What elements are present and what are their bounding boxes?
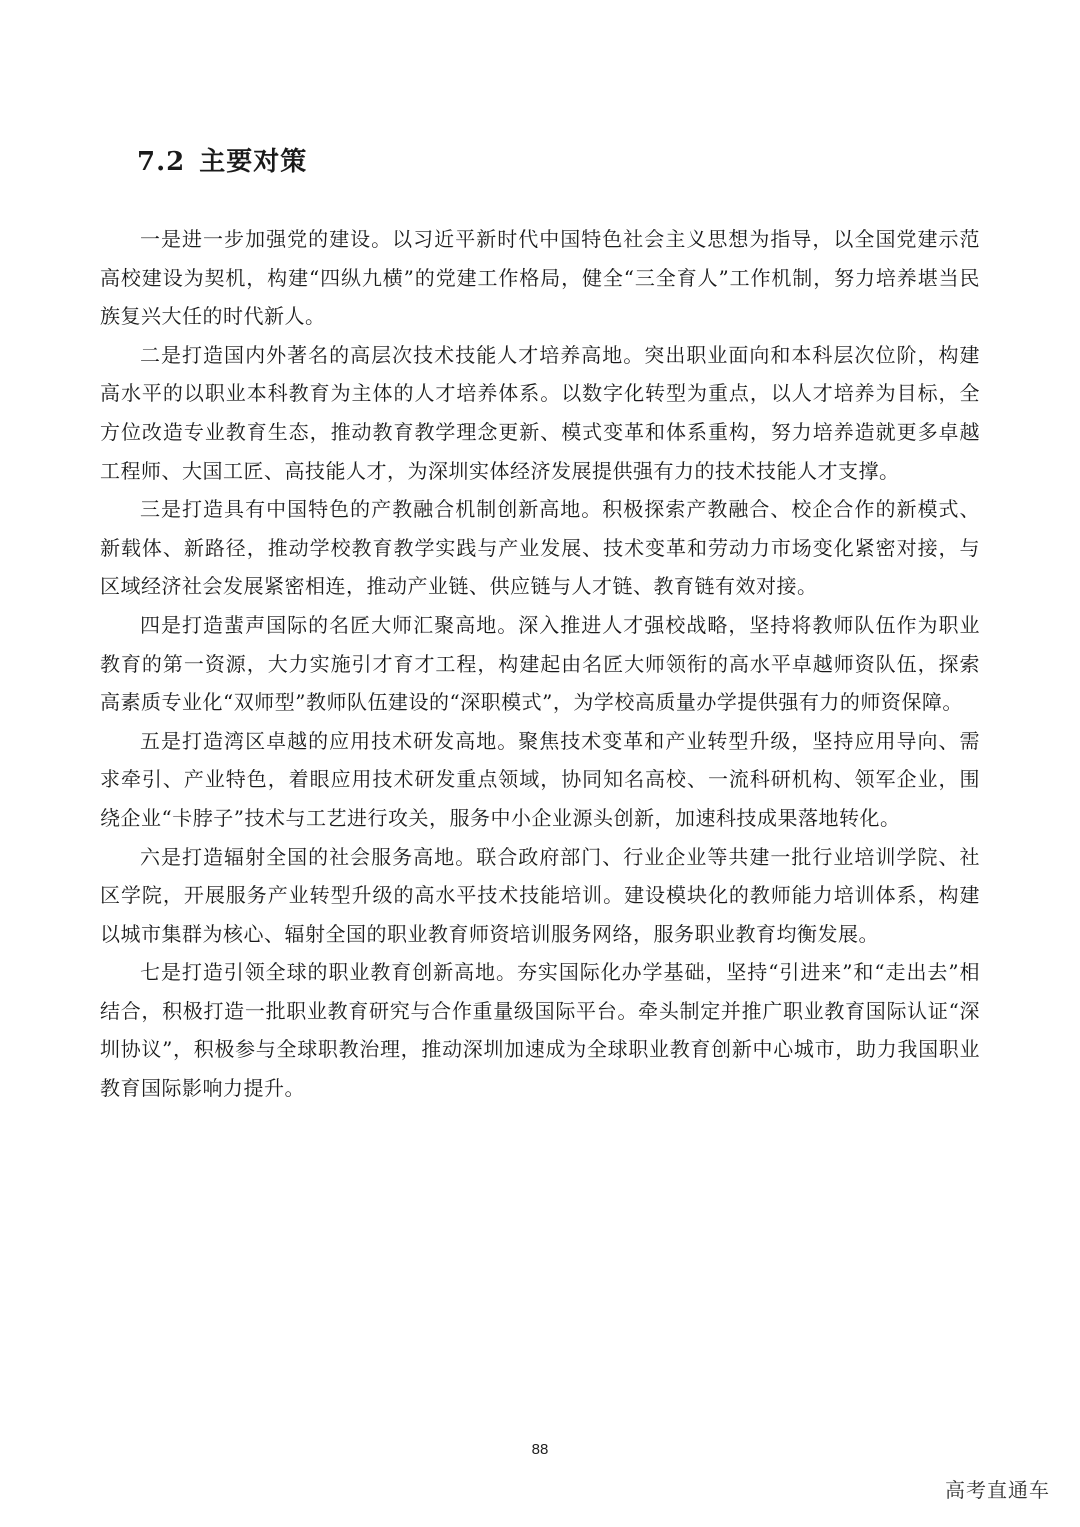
paragraph-2: 二是打造国内外著名的高层次技术技能人才培养高地。突出职业面向和本科层次位阶，构建高水平的以职业本科教育为主体的人才培养体系。以数字化转型为重点，以人才培养为目标，全方位改造专业教育生态，推动教育教学理念更新、模式变革和体系重构，努力培养造就更多卓越工程师、大国工匠、高技能人才，为深圳实体经济发展提供强有力的技术技能人才支撑。	[100, 342, 980, 483]
source-watermark: 高考直通车	[945, 1478, 1050, 1502]
paragraph-1: 一是进一步加强党的建设。以习近平新时代中国特色社会主义思想为指导，以全国党建示范高校建设为契机，构建“四纵九横”的党建工作格局，健全“三全育人”工作机制，努力培养堪当民族复兴大任的时代新人。	[100, 227, 980, 329]
section-number: 7.2	[137, 147, 186, 177]
paragraph-6: 六是打造辐射全国的社会服务高地。联合政府部门、行业企业等共建一批行业培训学院、社区学院，开展服务产业转型升级的高水平技术技能培训。建设模块化的教师能力培训体系，构建以城市集群为核心、辐射全国的职业教育师资培训服务网络，服务职业教育均衡发展。	[100, 844, 980, 946]
section-heading	[137, 140, 307, 184]
paragraph-3: 三是打造具有中国特色的产教融合机制创新高地。积极探索产教融合、校企合作的新模式、新载体、新路径，推动学校教育教学实践与产业发展、技术变革和劳动力市场变化紧密对接，与区域经济社会发展紧密相连，推动产业链、供应链与人才链、教育链有效对接。	[100, 497, 980, 599]
paragraph-7: 七是打造引领全球的职业教育创新高地。夯实国际化办学基础，坚持“引进来”和“走出去”相结合，积极打造一批职业教育研究与合作重量级国际平台。牵头制定并推广职业教育国际认证“深圳协议”，积极参与全球职教治理，推动深圳加速成为全球职业教育创新中心城市，助力我国职业教育国际影响力提升。	[100, 960, 980, 1101]
body-text	[100, 220, 980, 1108]
paragraph-4: 四是打造蜚声国际的名匠大师汇聚高地。深入推进人才强校战略，坚持将教师队伍作为职业教育的第一资源，大力实施引才育才工程，构建起由名匠大师领衔的高水平卓越师资队伍，探索高素质专业化“双师型”教师队伍建设的“深职模式”，为学校高质量办学提供强有力的师资保障。	[100, 612, 980, 715]
page-number: 88	[531, 1441, 549, 1458]
paragraph-5: 五是打造湾区卓越的应用技术研发高地。聚焦技术变革和产业转型升级，坚持应用导向、需求牵引、产业特色，着眼应用技术研发重点领域，协同知名高校、一流科研机构、领军企业，围绕企业“卡脖子”技术与工艺进行攻关，服务中小企业源头创新，加速科技成果落地转化。	[100, 728, 980, 830]
section-title: 主要对策	[199, 147, 308, 177]
